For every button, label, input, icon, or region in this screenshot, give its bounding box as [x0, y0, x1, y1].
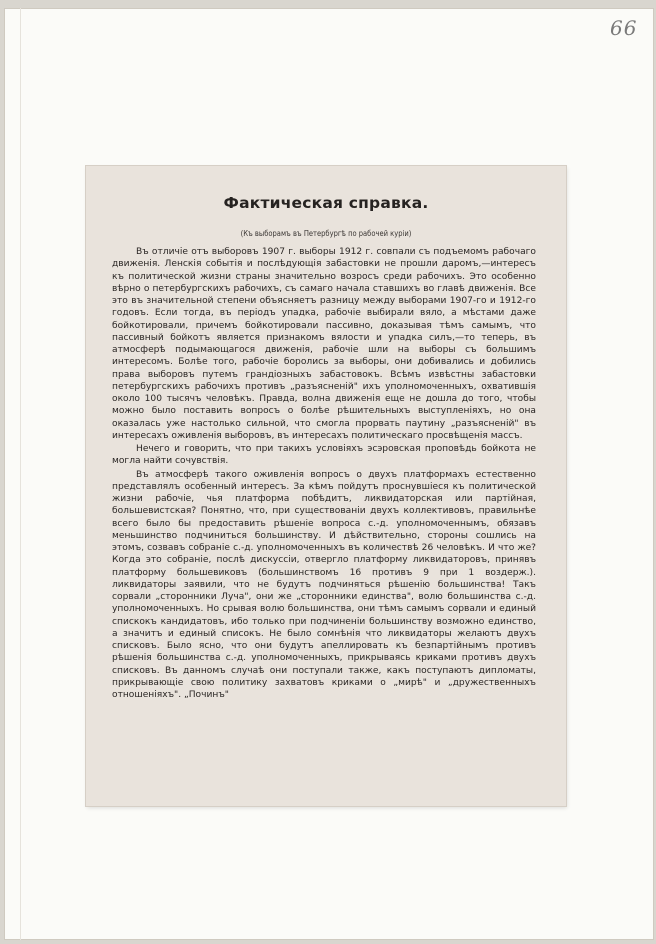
sheet-fold-line	[20, 8, 21, 940]
archive-page-number: 66	[610, 16, 638, 40]
leaflet-subtitle: (Къ выборамъ въ Петербургѣ по рабочей куріи)	[240, 229, 412, 238]
paragraph: Въ отличіе отъ выборовъ 1907 г. выборы 1912 г. совпали съ подъемомъ рабочаго движенія. Ленскія событія и послѣдующія забастовки не прошли даромъ,—интересъ къ политической жизни страны значительно возросъ среди рабочихъ. Это особенно вѣрно о петербургскихъ рабочихъ, съ самаго начала ставшихъ во главѣ движенія. Все это въ значительной степени объясняетъ разницу между выборами 1907-го и 1912-го годовъ. Если тогда, въ періодъ упадка, рабочіе выбирали вяло, а мѣстами даже бойкотировали, причемъ бойкотировали пассивно, доказывая тѣмъ самымъ, что пассивный бойкотъ является признакомъ вялости и упадка силъ,—то теперь, въ атмосферѣ подымающагося движенія, рабочіе шли на выборы съ большимъ интересомъ. Болѣе того, рабочіе боролись за выборы, они добивались и добились права выборовъ путемъ грандіозныхъ забастовокъ. Всѣмъ извѣстны забастовки петербургскихъ рабочихъ противъ „разъясненій" ихъ уполномоченныхъ, охватившія около 100 тысячъ человѣкъ. Правда, волна движенія еще не дошла до того, чтобы можно было поставить вопросъ о болѣе рѣшительныхъ выступленіяхъ, но она оказалась уже настолько сильной, что смогла прорвать паутину „разъясненій" въ интересахъ оживленія выборовъ, въ интересахъ политическаго просвѣщенія массъ.	[112, 247, 536, 441]
leaflet-document	[86, 166, 566, 806]
leaflet-body	[112, 246, 536, 701]
leaflet-title: Фактическая справка.	[223, 194, 429, 212]
paragraph: Въ атмосферѣ такого оживленія вопросъ о двухъ платформахъ естественно представлялъ особенный интересъ. За кѣмъ пойдутъ проснувшіеся къ политической жизни рабочіе, чья платформа побѣдитъ, ликвидаторская или партійная, большевистская? Понятно, что, при существованіи двухъ коллективовъ, правильнѣе всего было бы предоставить рѣшеніе вопроса с.-д. уполномоченнымъ, обязавъ меньшинство подчиниться большинству. И дѣйствительно, стороны сошлись на этомъ, созвавъ собраніе с.-д. уполномоченныхъ въ количествѣ 26 человѣкъ. И что же? Когда это собраніе, послѣ дискуссіи, отвергло платформу ликвидаторовъ, принявъ платформу большевиковъ (большинствомъ 16 противъ 9 при 1 воздерж.). ликвидаторы заявили, что не будутъ подчиняться рѣшенію большинства! Такъ сорвали „сторонники Луча", они же „сторонники единства", волю большинства с.-д. уполномоченныхъ. Но срывая волю большинства, они тѣмъ самымъ сорвали и единый спискокъ кандидатовъ, ибо только при подчиненіи большинству возможно единство, а значитъ и единый списокъ. Не было сомнѣнія что ликвидаторы желаютъ двухъ списковъ. Было ясно, что они будутъ апеллировать къ безпартійнымъ противъ рѣшенія большинства с.-д. уполномоченныхъ, прикрываясь криками противъ двухъ списковъ. Въ данномъ случаѣ они поступали также, какъ поступаютъ дипломаты, прикрывающіе свою политику захватовъ криками о „мирѣ" и „дружественныхъ отношеніяхъ". „Починъ"	[112, 469, 536, 700]
paragraph: Нечего и говорить, что при такихъ условіяхъ эсэровская проповѣдь бойкота не могла найти сочувствія.	[112, 444, 536, 467]
